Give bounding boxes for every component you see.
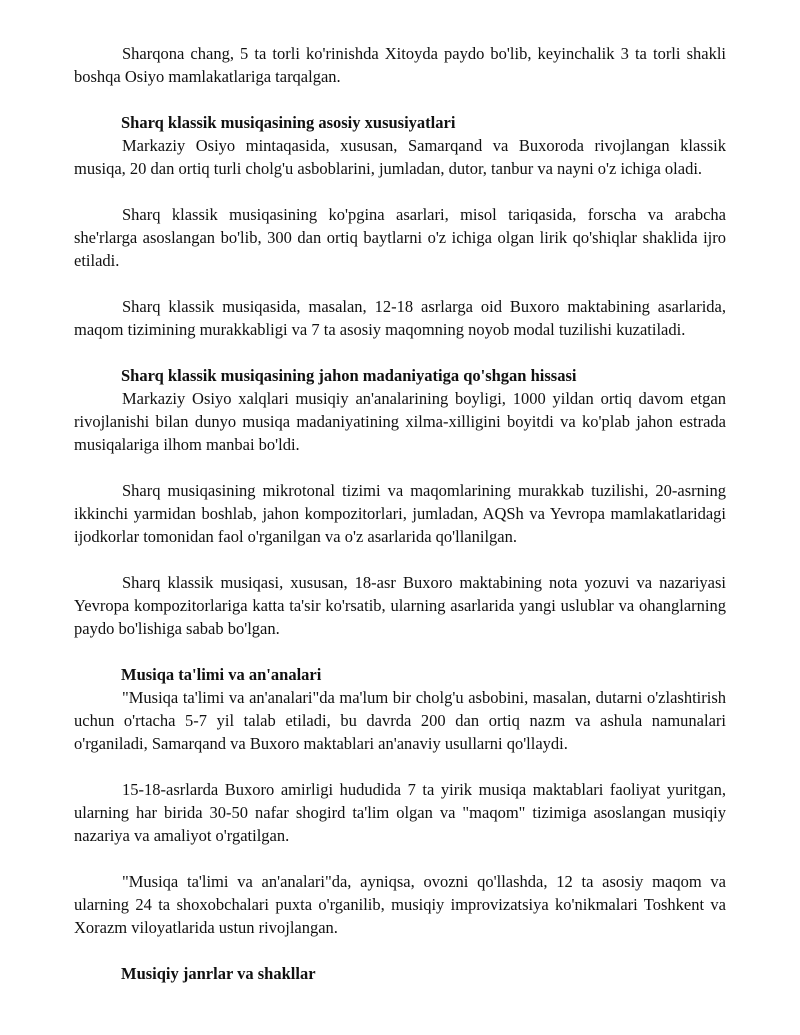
paragraph-lyric-songs: Sharq klassik musiqasining ko'pgina asarlari, misol tariqasida, forscha va arabcha she'rlarga asoslangan bo'lib, 300 dan ortiq baytlarni o'z ichiga olgan lirik qo'shiqlar shaklida ijro etiladi. [74, 205, 726, 270]
heading-world-contribution: Sharq klassik musiqasining jahon madaniyatiga qo'shgan hissasi [121, 366, 577, 385]
paragraph-bukhara-notation: Sharq klassik musiqasi, xususan, 18-asr Buxoro maktabining nota yozuvi va nazariyasi Yevropa kompozitorlariga katta ta'sir ko'rsatib, ularning asarlarida yangi uslublar va ohanglarning paydo bo'lishiga sabab bo'lgan. [74, 573, 726, 638]
paragraph-bukhara-schools: 15-18-asrlarda Buxoro amirligi hududida 7 ta yirik musiqa maktablari faoliyat yuritgan, ularning har birida 30-50 nafar shogird ta'lim olgan va "maqom" tizimiga asoslangan musiqiy nazariya va amaliyot o'rgatilgan. [74, 780, 726, 845]
paragraph-chang-origin: Sharqona chang, 5 ta torli ko'rinishda Xitoyda paydo bo'lib, keyinchalik 3 ta torli shakli boshqa Osiyo mamlakatlariga tarqalgan. [74, 44, 726, 86]
paragraph-dutar-study: "Musiqa ta'limi va an'analari"da ma'lum bir cholg'u asbobini, masalan, dutarni o'zlashtirish uchun o'rtacha 5-7 yil talab etiladi, bu davrda 200 dan ortiq nazm va ashula namunalari o'rganiladi, Samarqand va Buxoro maktablari an'anaviy usullarni qo'llaydi. [74, 688, 726, 753]
paragraph-maqom-system: Sharq klassik musiqasida, masalan, 12-18 asrlarga oid Buxoro maktabining asarlarida, maqom tizimining murakkabligi va 7 ta asosiy maqomning noyob modal tuzilishi kuzatiladi. [74, 297, 726, 339]
heading-music-education: Musiqa ta'limi va an'analari [121, 665, 322, 684]
heading-genres-forms: Musiqiy janrlar va shakllar [121, 964, 316, 983]
paragraph-central-asia-instruments: Markaziy Osiyo mintaqasida, xususan, Samarqand va Buxoroda rivojlangan klassik musiqa, 20 dan ortiq turli cholg'u asboblarini, jumladan, dutor, tanbur va nayni o'z ichiga oladi. [74, 136, 726, 178]
paragraph-musical-traditions: Markaziy Osiyo xalqlari musiqiy an'analarining boyligi, 1000 yildan ortiq davom etgan rivojlanishi bilan dunyo musiqa madaniyatining xilma-xilligini boyitdi va ko'plab jahon estrada musiqalariga ilhom manbai bo'ldi. [74, 389, 726, 454]
document-page [74, 42, 726, 985]
paragraph-vocal-maqom: "Musiqa ta'limi va an'analari"da, ayniqsa, ovozni qo'llashda, 12 ta asosiy maqom va ularning 24 ta shoxobchalari puxta o'rganilib, musiqiy improvizatsiya ko'nikmalari Toshkent va Xorazm viloyatlarida ustun rivojlangan. [74, 872, 726, 937]
heading-key-features: Sharq klassik musiqasining asosiy xususiyatlari [121, 113, 456, 132]
paragraph-microtonal-system: Sharq musiqasining mikrotonal tizimi va maqomlarining murakkab tuzilishi, 20-asrning ikkinchi yarmidan boshlab, jahon kompozitorlari, jumladan, AQSh va Yevropa mamlakatlaridagi ijodkorlar tomonidan faol o'rganilgan va o'z asarlarida qo'llanilgan. [74, 481, 726, 546]
